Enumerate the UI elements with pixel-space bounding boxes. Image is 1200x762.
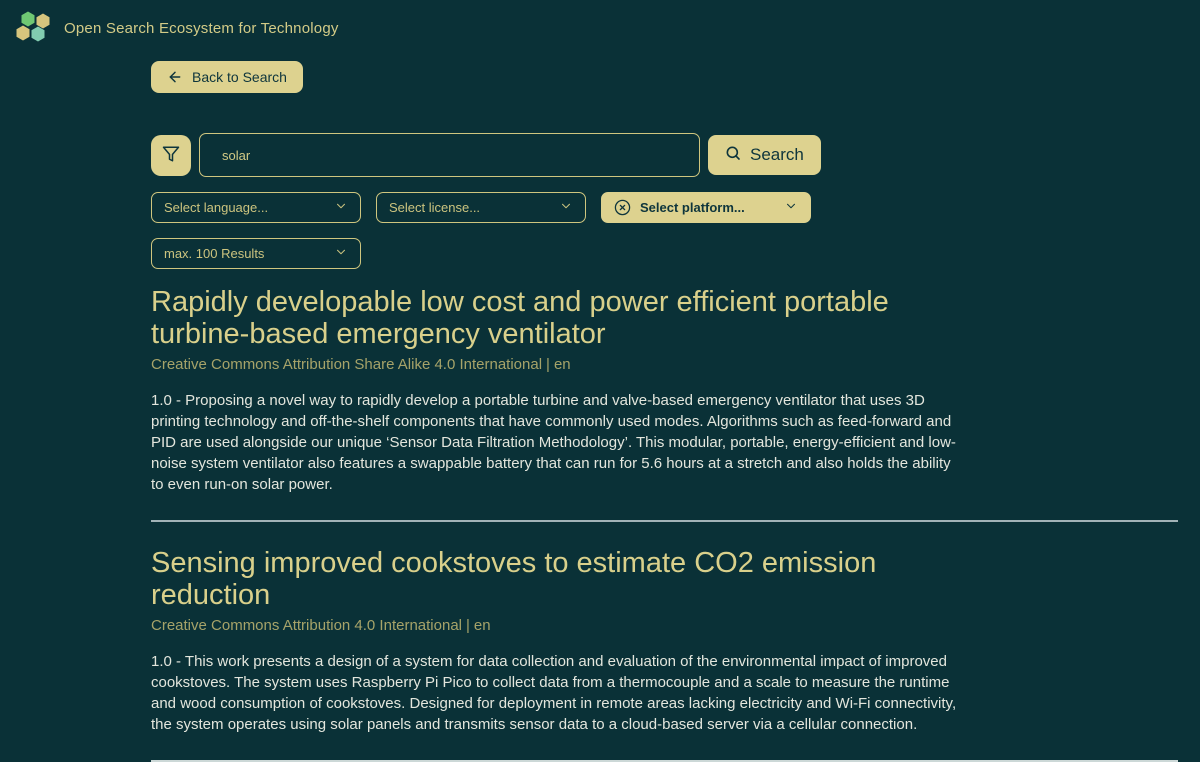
license-select[interactable]	[376, 192, 586, 223]
result-item	[151, 286, 1178, 495]
magnifier-icon	[725, 145, 741, 166]
result-meta	[151, 617, 1178, 635]
circle-x-icon[interactable]	[614, 199, 631, 216]
platform-select[interactable]	[601, 192, 811, 223]
result-language: en	[553, 356, 571, 373]
meta-separator: |	[546, 356, 550, 373]
funnel-icon	[162, 145, 180, 166]
language-select[interactable]	[151, 192, 361, 223]
max-results-row	[151, 238, 1178, 269]
chevron-down-icon	[559, 199, 573, 216]
search-button-label: Search	[750, 145, 804, 164]
arrow-left-icon	[167, 69, 183, 85]
result-license: Creative Commons Attribution 4.0 International	[151, 617, 462, 634]
search-bar	[151, 133, 1178, 177]
result-language: en	[473, 617, 491, 634]
app-logo-hexagons-icon	[12, 6, 54, 51]
search-button[interactable]	[708, 135, 821, 175]
back-to-search-button[interactable]	[151, 61, 303, 93]
chevron-down-icon	[334, 245, 348, 262]
main-content	[151, 48, 1178, 762]
result-title-link[interactable]: Rapidly developable low cost and power efficient portable turbine-based emergency ventilator	[151, 286, 889, 350]
search-results	[151, 286, 1178, 762]
meta-separator: |	[466, 617, 470, 634]
result-description: 1.0 - This work presents a design of a system for data collection and evaluation of the environmental impact of improved cookstoves. The system uses Raspberry Pi Pico to collect data from a thermocouple and a scale to measure the runtime and wood consumption of cookstoves. Designed for deployment in remote areas lacking electricity and Wi-Fi connectivity, the system operates using solar panels and transmits sensor data to a cloud-based server via a cellular connection.	[151, 653, 957, 733]
chevron-down-icon	[334, 199, 348, 216]
license-select-label: Select license...	[389, 200, 481, 215]
result-item	[151, 547, 1178, 735]
result-meta	[151, 356, 1178, 374]
max-results-select-label: max. 100 Results	[164, 246, 265, 261]
chevron-down-icon	[784, 199, 798, 216]
result-description: 1.0 - Proposing a novel way to rapidly develop a portable turbine and valve-based emergency ventilator that uses 3D printing technology and off-the-shelf components that have commonly used modes. Algorithms such as feed-forward and PID are used alongside our unique ‘Sensor Data Filtration Methodology’. This modular, portable, energy-efficient and low-noise system ventilator also features a swappable battery that can run for 5.6 hours at a stretch and also holds the ability to even run-on solar power.	[151, 392, 956, 493]
app-header	[0, 0, 1200, 48]
filter-selects-row	[151, 192, 1178, 223]
result-title-link[interactable]: Sensing improved cookstoves to estimate CO2 emission reduction	[151, 547, 877, 611]
result-license: Creative Commons Attribution Share Alike 4.0 International	[151, 356, 543, 373]
filter-button[interactable]	[151, 135, 191, 176]
language-select-label: Select language...	[164, 200, 269, 215]
result-divider	[151, 520, 1178, 522]
search-input[interactable]	[199, 133, 700, 177]
app-title: Open Search Ecosystem for Technology	[64, 19, 339, 37]
max-results-select[interactable]	[151, 238, 361, 269]
back-to-search-label: Back to Search	[192, 69, 287, 85]
platform-select-label: Select platform...	[640, 200, 745, 215]
